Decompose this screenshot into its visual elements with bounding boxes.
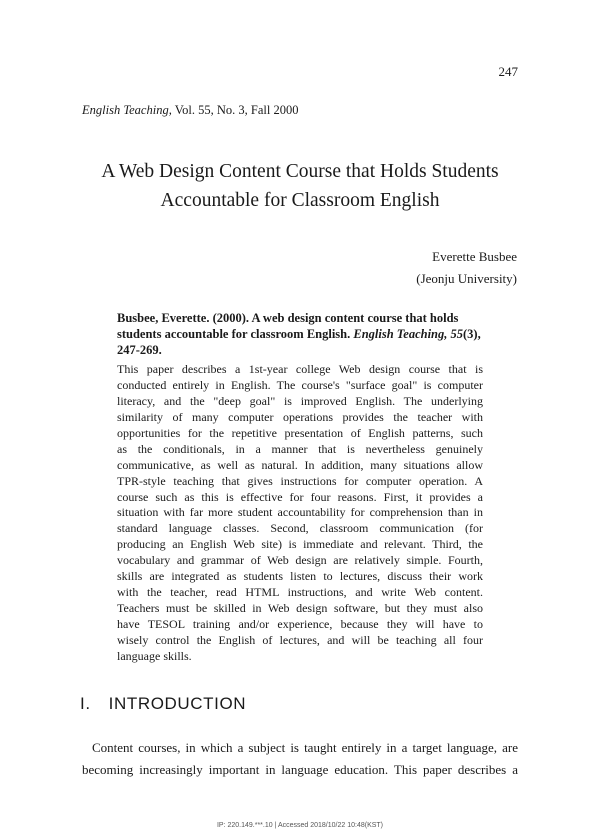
abstract-line: communicative, as well as natural. In addition, many situations allow [117, 457, 483, 472]
abstract-line: vocabulary and grammar of Web design are relatively simple. Fourth, [117, 553, 483, 568]
body-line: becoming increasingly important in language education. This paper describes a [82, 762, 518, 777]
abstract-line: wisely control the English of lectures, and will be teaching all four [117, 632, 483, 647]
abstract-line: similarity of many computer operations provides the teacher with [117, 409, 483, 424]
section-title: INTRODUCTION [108, 694, 247, 713]
abstract-line: language skills. [117, 648, 192, 663]
abstract-line: situation with far more student accountability for comprehension than in [117, 505, 483, 520]
introduction-body [82, 737, 518, 781]
section-heading [80, 694, 246, 714]
author-name: Everette Busbee [432, 249, 517, 264]
abstract-line: as the conditionals, in a manner that is nevertheless genuinely [117, 441, 483, 456]
citation-text: Busbee, Everette. (2000). A web design content course that holds students accountable for classroom English. [117, 311, 459, 341]
journal-header [82, 103, 298, 118]
page-number: 247 [498, 64, 518, 79]
abstract-line: literacy, and the "deep goal" is improved English. The underlying [117, 393, 483, 408]
abstract-line: This paper describes a 1st-year college Web design course that is [117, 362, 483, 376]
section-number: I. [80, 694, 91, 713]
abstract-line: producing an English Web site) is immediate and relevant. Third, the [117, 537, 483, 552]
citation-issue-pages: (3), 247-269. [117, 327, 481, 357]
access-footer: IP: 220.149.***.10 | Accessed 2018/10/22 10:48(KST) [216, 822, 384, 829]
citation [117, 310, 489, 358]
abstract-line: skills are integrated as students listen to lectures, discuss their work [117, 569, 483, 584]
abstract-line: opportunities for the repetitive presentation of English patterns, such [117, 425, 483, 440]
abstract-line: TPR-style teaching that gives instructions for computer operation. A [117, 473, 483, 488]
citation-volume: 55 [450, 327, 464, 341]
abstract-line: with the teacher, read HTML instructions, and write Web content. [117, 585, 483, 600]
citation-journal: English Teaching, [353, 327, 448, 341]
abstract-line: conducted entirely in English. The course's "surface goal" is computer [117, 377, 483, 392]
journal-name: English Teaching, [82, 103, 172, 117]
title-line-2: Accountable for Classroom English [160, 190, 440, 211]
body-line: Content courses, in which a subject is taught entirely in a target language, are [92, 740, 518, 755]
abstract [117, 362, 483, 665]
paper-title [40, 157, 560, 215]
title-line-1: A Web Design Content Course that Holds Students [101, 161, 499, 182]
journal-details: Vol. 55, No. 3, Fall 2000 [174, 103, 299, 117]
abstract-line: standard language classes. Second, classroom communication (for [117, 521, 483, 536]
author-affiliation: (Jeonju University) [416, 271, 517, 286]
abstract-line: have TESOL training and/or experience, because they will have to [117, 617, 483, 631]
abstract-line: Teachers must be skilled in Web design software, but they must also [117, 601, 483, 616]
abstract-line: course such as this is effective for four reasons. First, it provides a [117, 489, 483, 504]
